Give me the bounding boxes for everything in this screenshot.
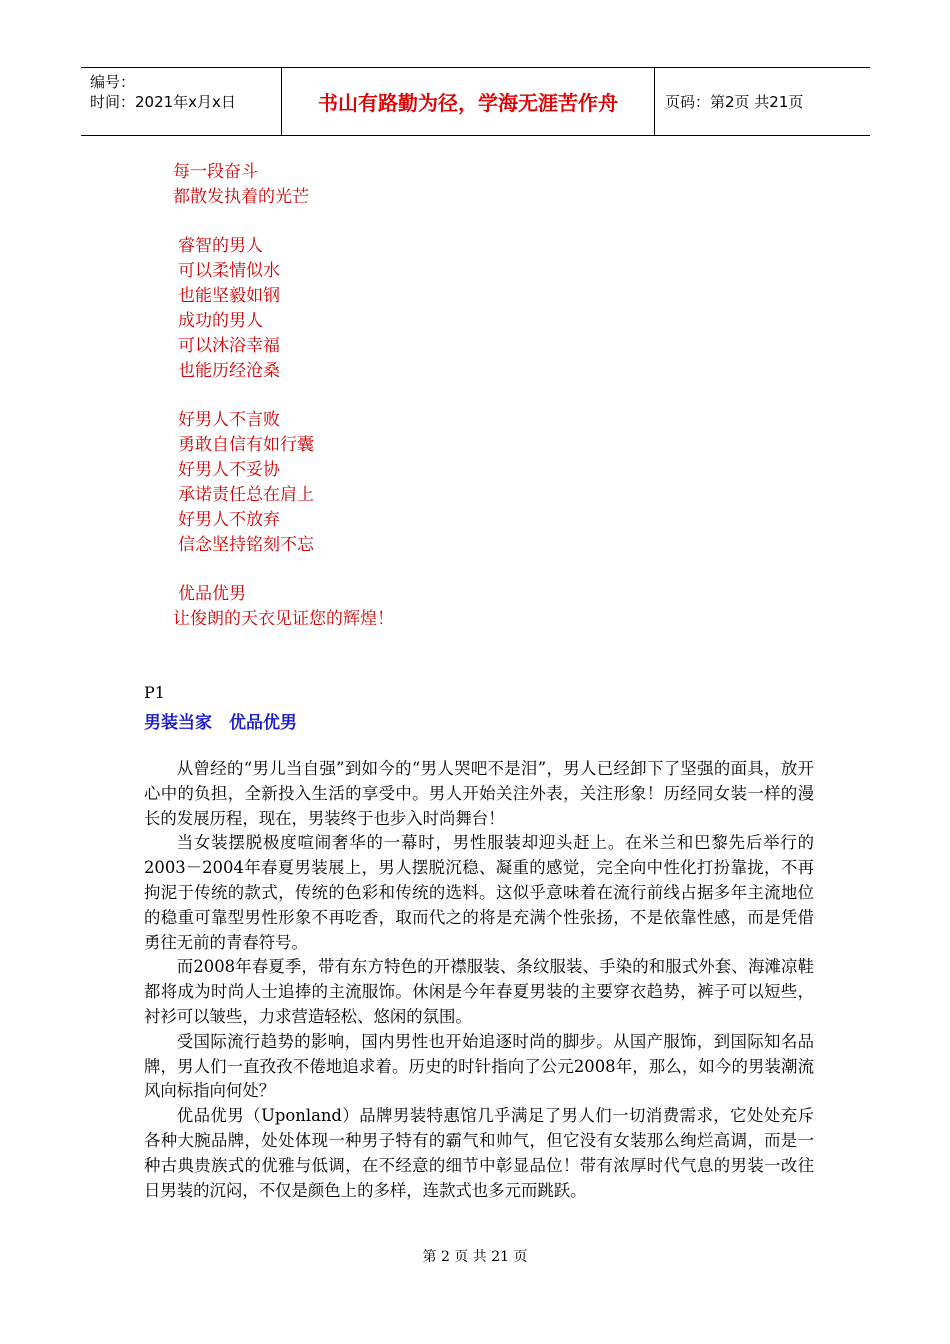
section-title: 男装当家 优品优男 [144, 713, 297, 733]
poem-line: 好男人不言败 [178, 410, 280, 430]
header-motto: 书山有路勤为径，学海无涯苦作舟 [282, 68, 655, 135]
poem-line: 每一段奋斗 [173, 162, 258, 182]
paragraph: 而2008年春夏季，带有东方特色的开襟服装、条纹服装、手染的和服式外套、海滩凉鞋都将成为时尚人士追捧的主流服饰。休闲是今年春夏男装的主要穿衣趋势，裤子可以短些，衬衫可以皱些，力求营造轻松、悠闲的氛围。 [144, 957, 814, 1026]
paragraph: 受国际流行趋势的影响，国内男性也开始追逐时尚的脚步。从国产服饰，到国际知名品牌，男人们一直孜孜不倦地追求着。历史的时针指向了公元2008年，那么，如今的男装潮流风向标指向何处？ [144, 1031, 814, 1101]
page-header [81, 67, 870, 136]
header-meta-cell [81, 68, 282, 135]
poem-line: 也能坚毅如钢 [178, 286, 280, 306]
poem-line: 好男人不妥协 [178, 460, 280, 480]
paragraph: 优品优男（Uponland）品牌男装特惠馆几乎满足了男人们一切消费需求，它处处充斥各种大腕品牌，处处体现一种男子特有的霸气和帅气，但它没有女装那么绚烂高调，而是一种古典贵族式的优雅与低调，在不经意的细节中彰显品位！带有浓厚时代气息的男装一改往日男装的沉闷，不仅是颜色上的多样，连款式也多元而跳跃。 [144, 1106, 814, 1200]
poem-line: 也能历经沧桑 [178, 361, 280, 381]
poem-line: 好男人不放弃 [178, 510, 280, 530]
poem-line: 可以柔情似水 [178, 261, 280, 281]
poem-line: 让俊朗的天衣见证您的辉煌！ [173, 609, 394, 629]
date-label: 时间：2021年x月x日 [90, 93, 236, 111]
poem-line: 优品优男 [178, 584, 246, 604]
section-label: P1 [144, 683, 165, 702]
poem-line: 都散发执着的光芒 [173, 187, 309, 207]
poem-line: 勇敢自信有如行囊 [178, 435, 314, 455]
page-footer: 第 2 页 共 21 页 [422, 1249, 528, 1265]
article-body [144, 757, 814, 1203]
poem-line: 成功的男人 [178, 311, 263, 331]
poem-line: 睿智的男人 [178, 236, 263, 256]
serial-label: 编号： [90, 73, 136, 91]
paragraph: 从曾经的“男儿当自强”到如今的“男人哭吧不是泪”，男人已经卸下了坚强的面具，放开心中的负担，全新投入生活的享受中。男人开始关注外表，关注形象！历经同女装一样的漫长的发展历程，现在，男装终于也步入时尚舞台！ [144, 759, 814, 828]
paragraph: 当女装摆脱极度喧闹奢华的一幕时，男性服装却迎头赶上。在米兰和巴黎先后举行的2003－2004年春夏男装展上，男人摆脱沉稳、凝重的感觉，完全向中性化打扮靠拢，不再拘泥于传统的款式，传统的色彩和传统的选料。这似乎意味着在流行前线占据多年主流地位的稳重可靠型男性形象不再吃香，取而代之的将是充满个性张扬，不是依靠性感，而是凭借勇往无前的青春符号。 [144, 833, 814, 952]
poem-line: 承诺责任总在肩上 [178, 485, 314, 505]
poem-line: 信念坚持铭刻不忘 [178, 535, 314, 555]
header-page-label: 页码：第2页 共21页 [665, 93, 804, 111]
poem-line: 可以沐浴幸福 [178, 336, 280, 356]
